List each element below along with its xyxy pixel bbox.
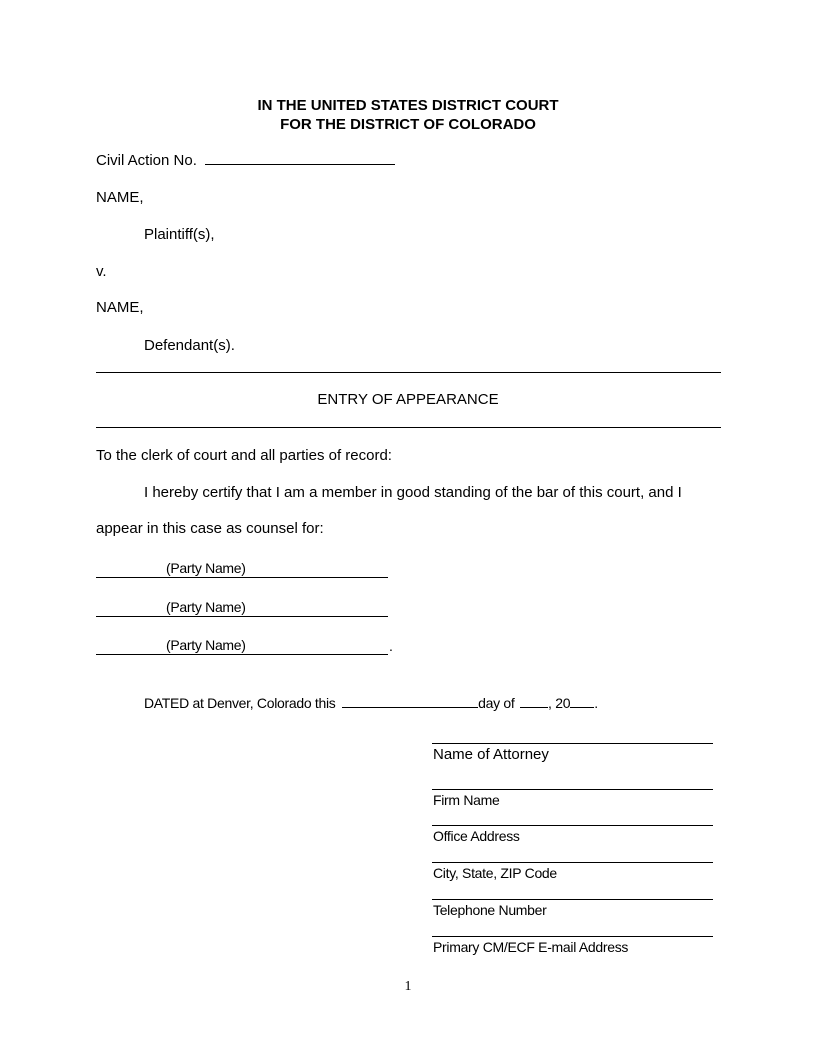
civil-action-row xyxy=(96,152,395,169)
email-label: Primary CM/ECF E-mail Address xyxy=(433,939,629,955)
dated-period: . xyxy=(594,695,598,711)
firm-name-line[interactable] xyxy=(432,789,713,790)
title-top-rule xyxy=(96,372,721,373)
office-address-line[interactable] xyxy=(432,825,713,826)
party-name-line[interactable] xyxy=(96,638,388,655)
dated-year-blank[interactable] xyxy=(570,706,594,708)
defendant-role: Defendant(s). xyxy=(144,337,235,354)
party-name-line[interactable] xyxy=(96,561,388,578)
dated-year-prefix: , 20 xyxy=(548,695,571,711)
title-bottom-rule xyxy=(96,427,721,428)
party-name-line[interactable] xyxy=(96,600,388,617)
certify-line-1: I hereby certify that I am a member in good standing of the bar of this court, and I xyxy=(144,484,682,501)
versus: v. xyxy=(96,263,107,280)
telephone-line[interactable] xyxy=(432,899,713,900)
email-line[interactable] xyxy=(432,936,713,937)
dated-day-blank[interactable] xyxy=(342,706,478,708)
document-title: ENTRY OF APPEARANCE xyxy=(317,391,499,408)
party-name-label: (Party Name) xyxy=(166,560,246,576)
plaintiff-name: NAME, xyxy=(96,189,144,206)
firm-name-label: Firm Name xyxy=(433,792,500,808)
name-of-attorney-label: Name of Attorney xyxy=(433,746,549,763)
dated-month-blank[interactable] xyxy=(520,706,548,708)
party-list-period: . xyxy=(389,638,393,654)
civil-action-label: Civil Action No. xyxy=(96,152,197,169)
dated-row xyxy=(144,695,598,711)
court-name: IN THE UNITED STATES DISTRICT COURT xyxy=(257,97,559,114)
page-number: 1 xyxy=(404,979,412,994)
party-name-label: (Party Name) xyxy=(166,637,246,653)
certify-line-2: appear in this case as counsel for: xyxy=(96,520,324,537)
dated-day-of: day of xyxy=(478,695,515,711)
defendant-name: NAME, xyxy=(96,299,144,316)
city-state-zip-label: City, State, ZIP Code xyxy=(433,865,557,881)
city-state-zip-line[interactable] xyxy=(432,862,713,863)
signature-line[interactable] xyxy=(432,743,713,744)
salutation: To the clerk of court and all parties of record: xyxy=(96,447,392,464)
dated-prefix: DATED at Denver, Colorado this xyxy=(144,695,336,711)
office-address-label: Office Address xyxy=(433,828,520,844)
court-district: FOR THE DISTRICT OF COLORADO xyxy=(280,116,536,133)
telephone-label: Telephone Number xyxy=(433,902,547,918)
plaintiff-role: Plaintiff(s), xyxy=(144,226,215,243)
civil-action-number-blank[interactable] xyxy=(205,163,395,165)
party-name-label: (Party Name) xyxy=(166,599,246,615)
